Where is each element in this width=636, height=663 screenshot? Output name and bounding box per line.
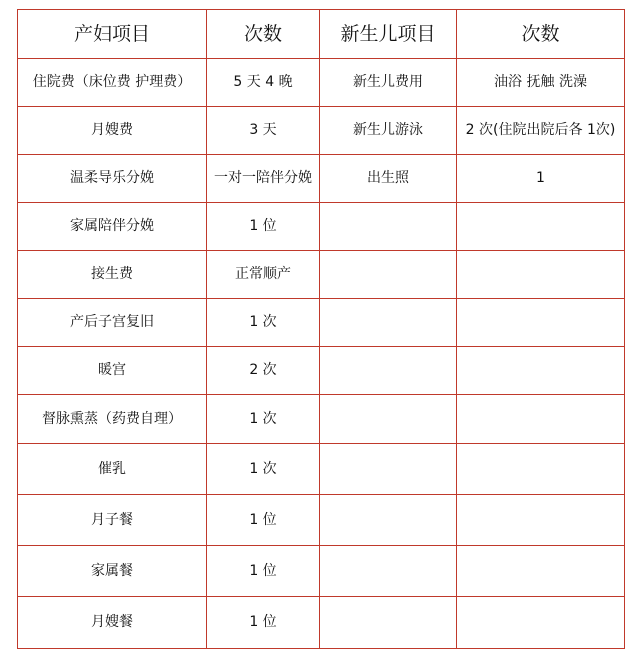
table-row	[18, 444, 625, 495]
table-row	[18, 597, 625, 649]
mother-item-cell: 月嫂餐	[18, 597, 207, 649]
newborn-count-cell	[457, 347, 625, 395]
header-mother-count: 次数	[207, 10, 320, 59]
newborn-item-cell: 出生照	[320, 155, 457, 203]
mother-count-cell: 一对一陪伴分娩	[207, 155, 320, 203]
mother-item-cell: 产后子宫复旧	[18, 299, 207, 347]
newborn-count-cell	[457, 597, 625, 649]
mother-count-cell: 2 次	[207, 347, 320, 395]
table-row	[18, 59, 625, 107]
newborn-count-cell	[457, 546, 625, 597]
newborn-item-cell	[320, 299, 457, 347]
newborn-item-cell	[320, 347, 457, 395]
newborn-count-cell: 油浴 抚触 洗澡	[457, 59, 625, 107]
table-row	[18, 251, 625, 299]
mother-count-cell: 1 次	[207, 444, 320, 495]
header-newborn-count: 次数	[457, 10, 625, 59]
newborn-item-cell	[320, 597, 457, 649]
newborn-item-cell: 新生儿游泳	[320, 107, 457, 155]
newborn-count-cell	[457, 251, 625, 299]
header-row	[18, 10, 625, 59]
header-mother-item: 产妇项目	[18, 10, 207, 59]
mother-count-cell: 1 位	[207, 495, 320, 546]
mother-item-cell: 督脉熏蒸（药费自理）	[18, 395, 207, 444]
table-row	[18, 495, 625, 546]
mother-item-cell: 暖宫	[18, 347, 207, 395]
mother-item-cell: 月子餐	[18, 495, 207, 546]
mother-count-cell: 3 天	[207, 107, 320, 155]
newborn-item-cell	[320, 444, 457, 495]
table-row	[18, 395, 625, 444]
table-row	[18, 299, 625, 347]
mother-count-cell: 1 次	[207, 395, 320, 444]
package-table-body	[18, 10, 625, 649]
table-row	[18, 347, 625, 395]
mother-item-cell: 家属餐	[18, 546, 207, 597]
newborn-item-cell	[320, 495, 457, 546]
table-row	[18, 546, 625, 597]
newborn-item-cell	[320, 251, 457, 299]
mother-item-cell: 月嫂费	[18, 107, 207, 155]
mother-item-cell: 接生费	[18, 251, 207, 299]
newborn-count-cell	[457, 299, 625, 347]
table-row	[18, 107, 625, 155]
newborn-item-cell: 新生儿费用	[320, 59, 457, 107]
newborn-count-cell	[457, 203, 625, 251]
mother-count-cell: 正常顺产	[207, 251, 320, 299]
newborn-count-cell	[457, 444, 625, 495]
header-newborn-item: 新生儿项目	[320, 10, 457, 59]
mother-item-cell: 温柔导乐分娩	[18, 155, 207, 203]
mother-count-cell: 5 天 4 晚	[207, 59, 320, 107]
newborn-count-cell: 1	[457, 155, 625, 203]
mother-item-cell: 催乳	[18, 444, 207, 495]
package-table	[17, 9, 625, 649]
mother-count-cell: 1 位	[207, 546, 320, 597]
newborn-item-cell	[320, 546, 457, 597]
newborn-item-cell	[320, 203, 457, 251]
newborn-count-cell	[457, 495, 625, 546]
mother-count-cell: 1 位	[207, 597, 320, 649]
mother-item-cell: 住院费（床位费 护理费）	[18, 59, 207, 107]
table-row	[18, 155, 625, 203]
newborn-count-cell: 2 次(住院出院后各 1次)	[457, 107, 625, 155]
newborn-item-cell	[320, 395, 457, 444]
mother-count-cell: 1 次	[207, 299, 320, 347]
mother-count-cell: 1 位	[207, 203, 320, 251]
newborn-count-cell	[457, 395, 625, 444]
table-row	[18, 203, 625, 251]
mother-item-cell: 家属陪伴分娩	[18, 203, 207, 251]
